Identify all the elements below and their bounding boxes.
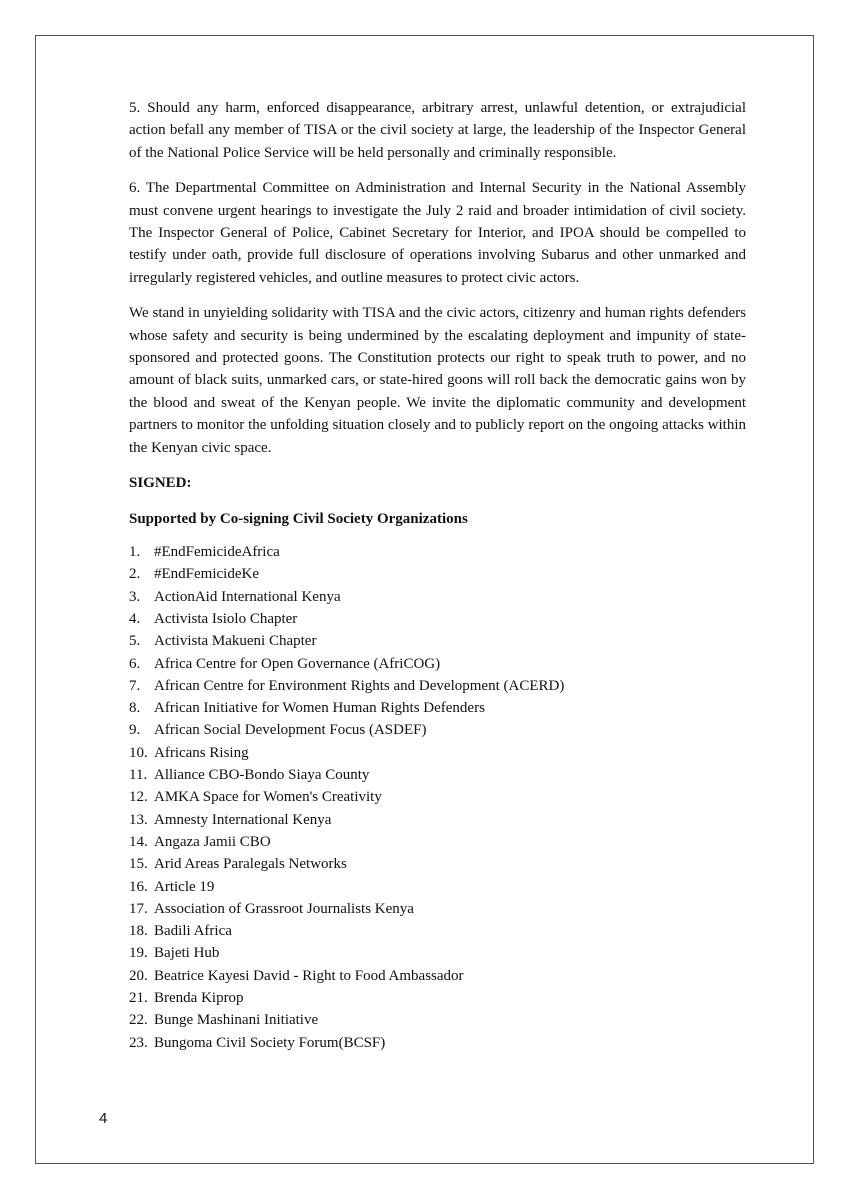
- organization-item: [129, 920, 746, 942]
- organization-number: 4.: [129, 610, 141, 627]
- paragraph-solidarity: We stand in unyielding solidarity with TISA and the civic actors, citizenry and human rights defenders whose safety and security is being undermined by the escalating deployment and impunity of state- sponsored and protected goons. The Constitution protects our right to speak truth to power, and no amount of black suits, unmarked cars, or state-hired goons will roll back the democratic gains won by the blood and sweat of the Kenyan people. We invite the diplomatic community and development partners to monitor the unfolding situation closely and to publicly report on the ongoing attacks within the Kenyan civic space.: [129, 305, 746, 456]
- organization-name: Africa Centre for Open Governance (AfriCOG): [154, 655, 441, 672]
- paragraph-demand-6: 6. The Departmental Committee on Administration and Internal Security in the National Assembly must convene urgent hearings to investigate the July 2 raid and broader intimidation of civil society. The Inspector General of Police, Cabinet Secretary for Interior, and IPOA should be compelled to testify under oath, provide full disclosure of operations involving Subarus and other unmarked and irregularly registered vehicles, and outline measures to protect civic actors.: [129, 180, 746, 286]
- organization-item: [129, 653, 746, 675]
- organization-name: Badili Africa: [154, 923, 232, 940]
- organization-number: 11.: [129, 767, 148, 784]
- organization-name: Beatrice Kayesi David - Right to Food Ambassador: [154, 967, 464, 984]
- organization-number: 20.: [129, 967, 148, 984]
- organization-number: 19.: [129, 945, 148, 962]
- organization-item: [129, 1032, 746, 1054]
- organization-name: AMKA Space for Women's Creativity: [154, 789, 382, 806]
- organization-number: 22.: [129, 1012, 148, 1029]
- organization-name: Africans Rising: [154, 744, 249, 761]
- organization-name: African Initiative for Women Human Rights Defenders: [154, 700, 485, 717]
- paragraph-demand-5: 5. Should any harm, enforced disappearance, arbitrary arrest, unlawful detention, or extrajudicial action befall any member of TISA or the civil society at large, the leadership of the Inspector General of the National Police Service will be held personally and criminally responsible.: [129, 100, 746, 161]
- organization-number: 17.: [129, 900, 148, 917]
- organization-item: [129, 786, 746, 808]
- organization-number: 21.: [129, 990, 148, 1007]
- organization-item: [129, 987, 746, 1009]
- organization-number: 3.: [129, 588, 141, 605]
- organization-number: 16.: [129, 878, 148, 895]
- organization-name: Arid Areas Paralegals Networks: [154, 856, 347, 873]
- organization-number: 7.: [129, 677, 141, 694]
- organizations-list: [129, 541, 746, 1054]
- organization-item: [129, 853, 746, 875]
- organization-name: Alliance CBO-Bondo Siaya County: [154, 767, 370, 784]
- organization-name: Brenda Kiprop: [154, 990, 244, 1007]
- organization-name: Activista Makueni Chapter: [154, 633, 317, 650]
- organization-name: Bungoma Civil Society Forum(BCSF): [154, 1034, 386, 1051]
- organization-number: 23.: [129, 1034, 148, 1051]
- organization-number: 12.: [129, 789, 148, 806]
- organization-number: 10.: [129, 744, 148, 761]
- organization-name: ActionAid International Kenya: [154, 588, 341, 605]
- organization-item: [129, 675, 746, 697]
- organization-number: 1.: [129, 544, 141, 561]
- organization-item: [129, 898, 746, 920]
- organization-item: [129, 719, 746, 741]
- organization-name: Article 19: [154, 878, 215, 895]
- organization-item: [129, 764, 746, 786]
- organization-name: #EndFemicideKe: [154, 566, 259, 583]
- organization-number: 15.: [129, 856, 148, 873]
- organizations-heading: Supported by Co-signing Civil Society Organizations: [129, 511, 468, 528]
- organization-item: [129, 586, 746, 608]
- organization-name: Bunge Mashinani Initiative: [154, 1012, 319, 1029]
- organization-number: 8.: [129, 700, 141, 717]
- organization-name: #EndFemicideAfrica: [154, 544, 280, 561]
- organization-item: [129, 809, 746, 831]
- organization-number: 18.: [129, 923, 148, 940]
- organization-name: African Centre for Environment Rights and Development (ACERD): [154, 677, 565, 694]
- page-number: 4: [99, 1110, 108, 1127]
- document-body: [129, 97, 746, 1054]
- signed-label: SIGNED:: [129, 475, 192, 492]
- organization-name: Association of Grassroot Journalists Kenya: [154, 900, 414, 917]
- organization-number: 13.: [129, 811, 148, 828]
- organization-item: [129, 876, 746, 898]
- organization-item: [129, 742, 746, 764]
- organization-item: [129, 965, 746, 987]
- organization-item: [129, 831, 746, 853]
- organization-item: [129, 541, 746, 563]
- organization-item: [129, 1009, 746, 1031]
- organization-number: 14.: [129, 833, 148, 850]
- organization-item: [129, 942, 746, 964]
- organization-number: 9.: [129, 722, 141, 739]
- organization-name: Angaza Jamii CBO: [154, 833, 271, 850]
- organization-name: African Social Development Focus (ASDEF): [154, 722, 427, 739]
- organization-name: Activista Isiolo Chapter: [154, 610, 298, 627]
- organization-number: 2.: [129, 566, 141, 583]
- organization-number: 6.: [129, 655, 141, 672]
- organization-name: Amnesty International Kenya: [154, 811, 332, 828]
- organization-item: [129, 563, 746, 585]
- organization-item: [129, 608, 746, 630]
- organization-item: [129, 630, 746, 652]
- organization-item: [129, 697, 746, 719]
- organization-name: Bajeti Hub: [154, 945, 220, 962]
- organization-number: 5.: [129, 633, 141, 650]
